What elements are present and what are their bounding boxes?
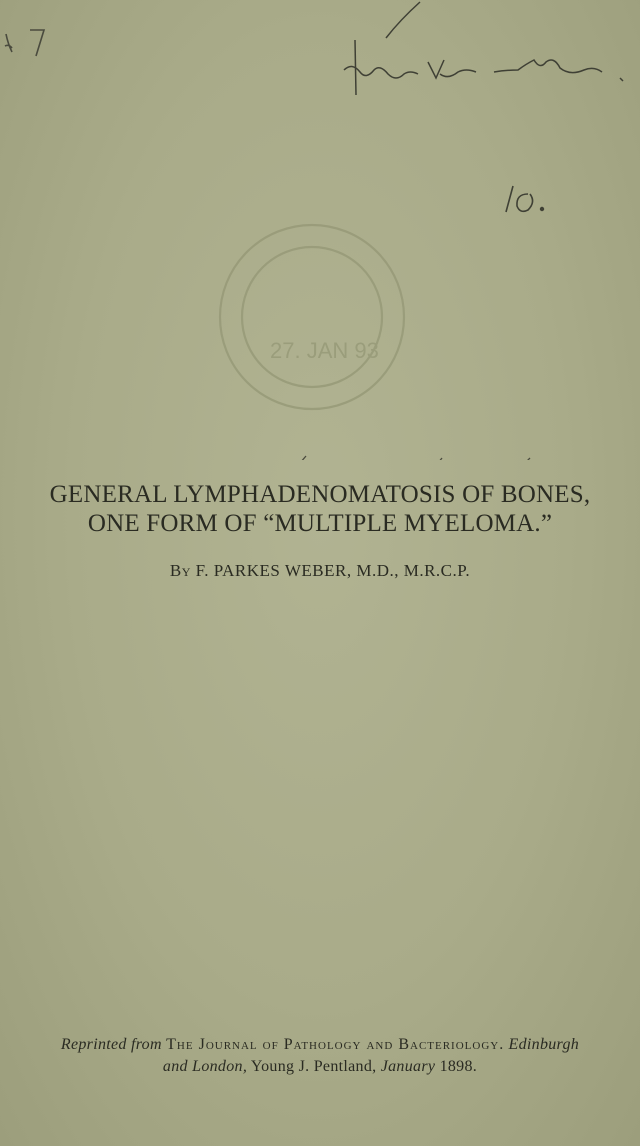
- page-number-handwritten: [506, 186, 543, 212]
- svg-text:27. JAN 93: 27. JAN 93: [270, 338, 379, 363]
- byline: [0, 561, 640, 581]
- handwritten-annotations: [0, 0, 640, 460]
- reprint-notice-line-1: [0, 1036, 640, 1054]
- reprinted-from: Reprinted from: [60, 1036, 162, 1053]
- signature-scrawl: [344, 2, 623, 95]
- year: 1898.: [439, 1058, 478, 1075]
- byline-prefix: By: [169, 561, 191, 580]
- and-word: and: [162, 1058, 188, 1075]
- place-edinburgh: Edinburgh: [508, 1036, 580, 1053]
- publisher: Young J. Pentland,: [250, 1058, 377, 1075]
- library-stamp: [220, 225, 404, 409]
- tick-marks: [290, 456, 530, 460]
- corner-mark: [5, 30, 44, 56]
- journal-name: The Journal of Pathology and Bacteriology.: [166, 1036, 505, 1053]
- title-line-2: ONE FORM OF “MULTIPLE MYELOMA.”: [87, 510, 553, 537]
- month: January: [380, 1058, 436, 1075]
- byline-author: F. PARKES WEBER, M.D., M.R.C.P.: [195, 561, 471, 580]
- place-london: London,: [192, 1058, 248, 1075]
- reprint-notice-line-2: [0, 1058, 640, 1076]
- title-line-1: GENERAL LYMPHADENOMATOSIS OF BONES,: [49, 481, 591, 508]
